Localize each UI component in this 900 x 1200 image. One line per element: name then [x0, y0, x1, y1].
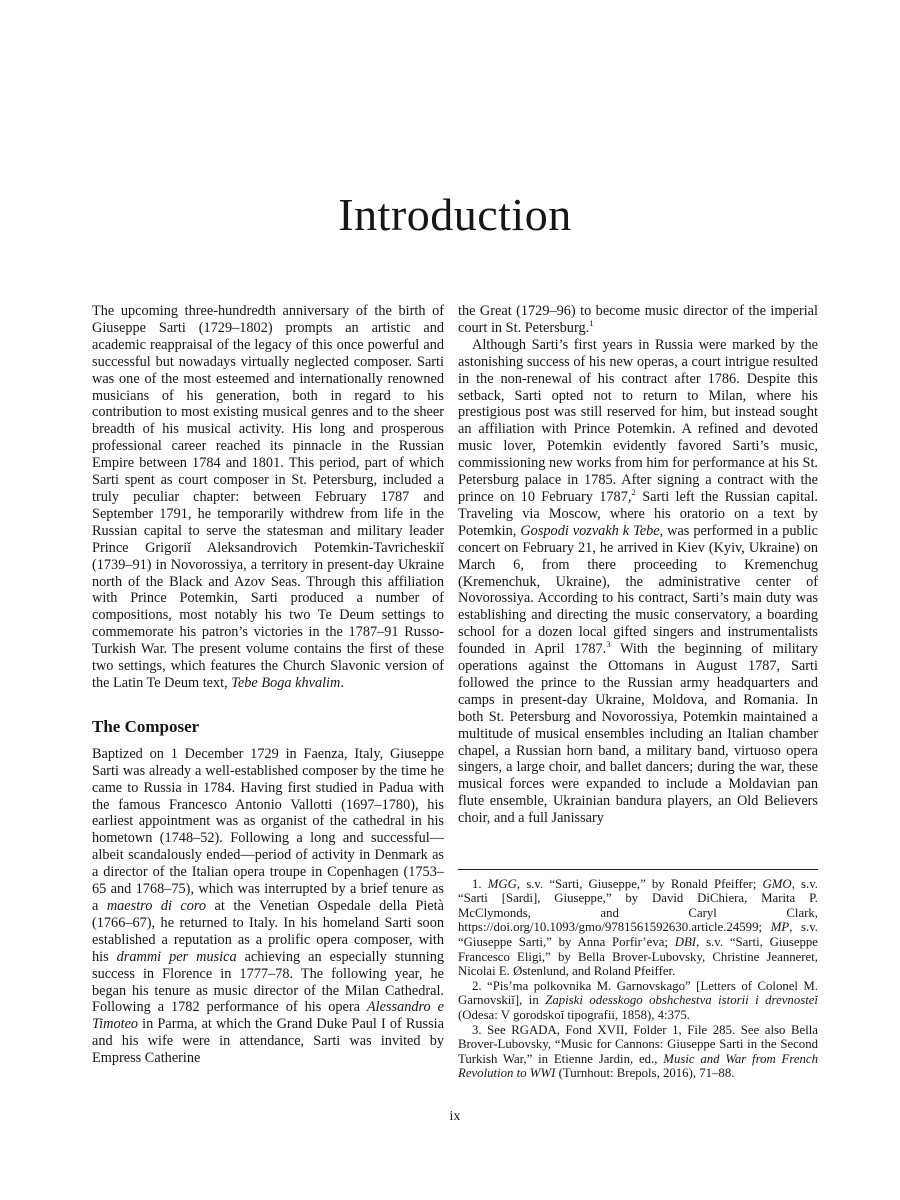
right-column — [458, 303, 818, 1081]
left-column — [92, 303, 444, 1081]
chapter-title: Introduction — [338, 189, 572, 240]
page-number: ix — [449, 1109, 461, 1124]
russia-paragraph: Although Sarti’s first years in Russia were marked by the astonishing success of his new operas, a court intrigue resulted in the non-renewal of his contract after 1786. Despite this setback, Sarti opted not to return to Milan, where his prestigious post was still reserved for him, but instead sought an affiliation with Prince Potemkin. A refined and devoted music lover, Potemkin evidently favored Sarti’s music, commissioning new works from him for performance at his St. Petersburg palace in 1785. After signing a contract with the prince on 10 February 1787,$^2$ Sarti left the Russian capital. Traveling via Moscow, where his oratorio on a text by Potemkin, Gospodi vozvakh k Tebe, was performed in a public concert on February 21, he arrived in Kiev (Kyiv, Ukraine) on March 6, from there proceeding to Kremenchug (Kremenchuk, Ukraine), the administrative center of Novorossiya. According to his contract, Sarti’s main duty was establishing and directing the music conservatory, a boarding school for a dozen local gifted singers and instrumentalists founded in April 1787.$^3$ With the beginning of military operations against the Ottomans in August 1787, Sarti followed the prince to the Russian army headquarters and camps in present-day Ukraine, Moldova, and Romania. In both St. Petersburg and Novorossiya, Potemkin maintained a multitude of musical ensembles including an Italian chamber chapel, a Russian horn band, a military band, virtuoso opera singers, a large choir, and ballet dancers; during the war, these musical forces were expanded to include a Moldavian pan flute ensemble, Ukrainian bandura players, an Old Believers choir, and a full Janissary — [458, 336, 818, 827]
footnote-2: 2. “Pis’ma polkovnika M. Garnovskago” [Letters of Colonel M. Garnovskiĭ], in Zapiski odesskogo obshchestva istorii i drevnosteĭ (Odesa: V gorodskoĭ tipografii, 1858), 4:375. — [458, 978, 818, 1023]
text-columns — [92, 303, 818, 1081]
intro-paragraph: The upcoming three-hundredth anniversary of the birth of Giuseppe Sarti (1729–1802) prompts an artistic and academic reappraisal of the legacy of this once powerful and successful but nowadays virtually neglected composer. Sarti was one of the most esteemed and internationally renowned musicians of his generation, both in regard to his contribution to most existing musical genres and to the sheer breadth of his musical activity. His long and prosperous professional career reached its pinnacle in the Russian Empire between 1784 and 1801. This period, part of which Sarti spent as court composer in St. Petersburg, included a truly peculiar chapter: between February 1787 and September 1791, he temporarily withdrew from life in the Russian capital to serve the statesman and military leader Prince Grigoriĭ Aleksandrovich Potemkin-Tavricheskiĭ (1739–91) in Novorossiya, a territory in present-day Ukraine north of the Black and Azov Seas. Through this affiliation with Prince Potemkin, Sarti produced a number of compositions, most notably his two Te Deum settings to commemorate his patron’s victories in the 1787–91 Russo-Turkish War. The present volume contains the first of these two settings, which features the Church Slavonic version of the Latin Te Deum text, Tebe Boga khvalim. — [92, 303, 444, 691]
composer-paragraph: Baptized on 1 December 1729 in Faenza, Italy, Giuseppe Sarti was already a well-established composer by the time he came to Russia in 1784. Having first studied in Padua with the famous Francesco Antonio Vallotti (1697–1780), his earliest appointment was as organist of the cathedral in his hometown (1748–52). Following a long and successful—albeit scandalously ended—period of activity in Denmark as a director of the Italian opera troupe in Copenhagen (1753–65 and 1768–75), which was interrupted by a brief tenure as a maestro di coro at the Venetian Ospedale della Pietà (1766–67), he returned to Italy. In his homeland Sarti soon established a reputation as a prolific opera composer, with his drammi per musica achieving an especially stunning success in Florence in 1777–78. The following year, he began his tenure as music director of the Milan Cathedral. Following a 1782 performance of his opera Alessandro e Timoteo in Parma, at which the Grand Duke Paul I of Russia and his wife were in attendance, Sarti was invited by Empress Catherine — [92, 745, 444, 1067]
footnote-1: 1. MGG, s.v. “Sarti, Giuseppe,” by Ronald Pfeiffer; GMO, s.v. “Sarti [Sardi], Giuseppe,” by David DiChiera, Marita P. McClymonds, and Caryl Clark, https://doi.org/10.1093/gmo/9781561592630.article.24599; MP, s.v. “Giuseppe Sarti,” by Anna Porfir’eva; DBI, s.v. “Sarti, Giuseppe Francesco Eligi,” by Bella Brover-Lubovsky, Christine Jeanneret, Nicolai E. Østenlund, and Roland Pfeiffer. — [458, 876, 818, 979]
footnotes-block — [458, 869, 818, 1081]
section-heading-the-composer: The Composer — [92, 716, 200, 736]
footnote-3: 3. See RGADA, Fond XVII, Folder 1, File 285. See also Bella Brover-Lubovsky, “Music for Cannons: Giuseppe Sarti in the Second Turkish War,” in Etienne Jardin, ed., Music and War from French Revolution to WWI (Turnhout: Brepols, 2016), 71–88. — [458, 1022, 818, 1081]
continuation-paragraph: the Great (1729–96) to become music director of the imperial court in St. Petersburg.$^1$ — [458, 303, 818, 336]
